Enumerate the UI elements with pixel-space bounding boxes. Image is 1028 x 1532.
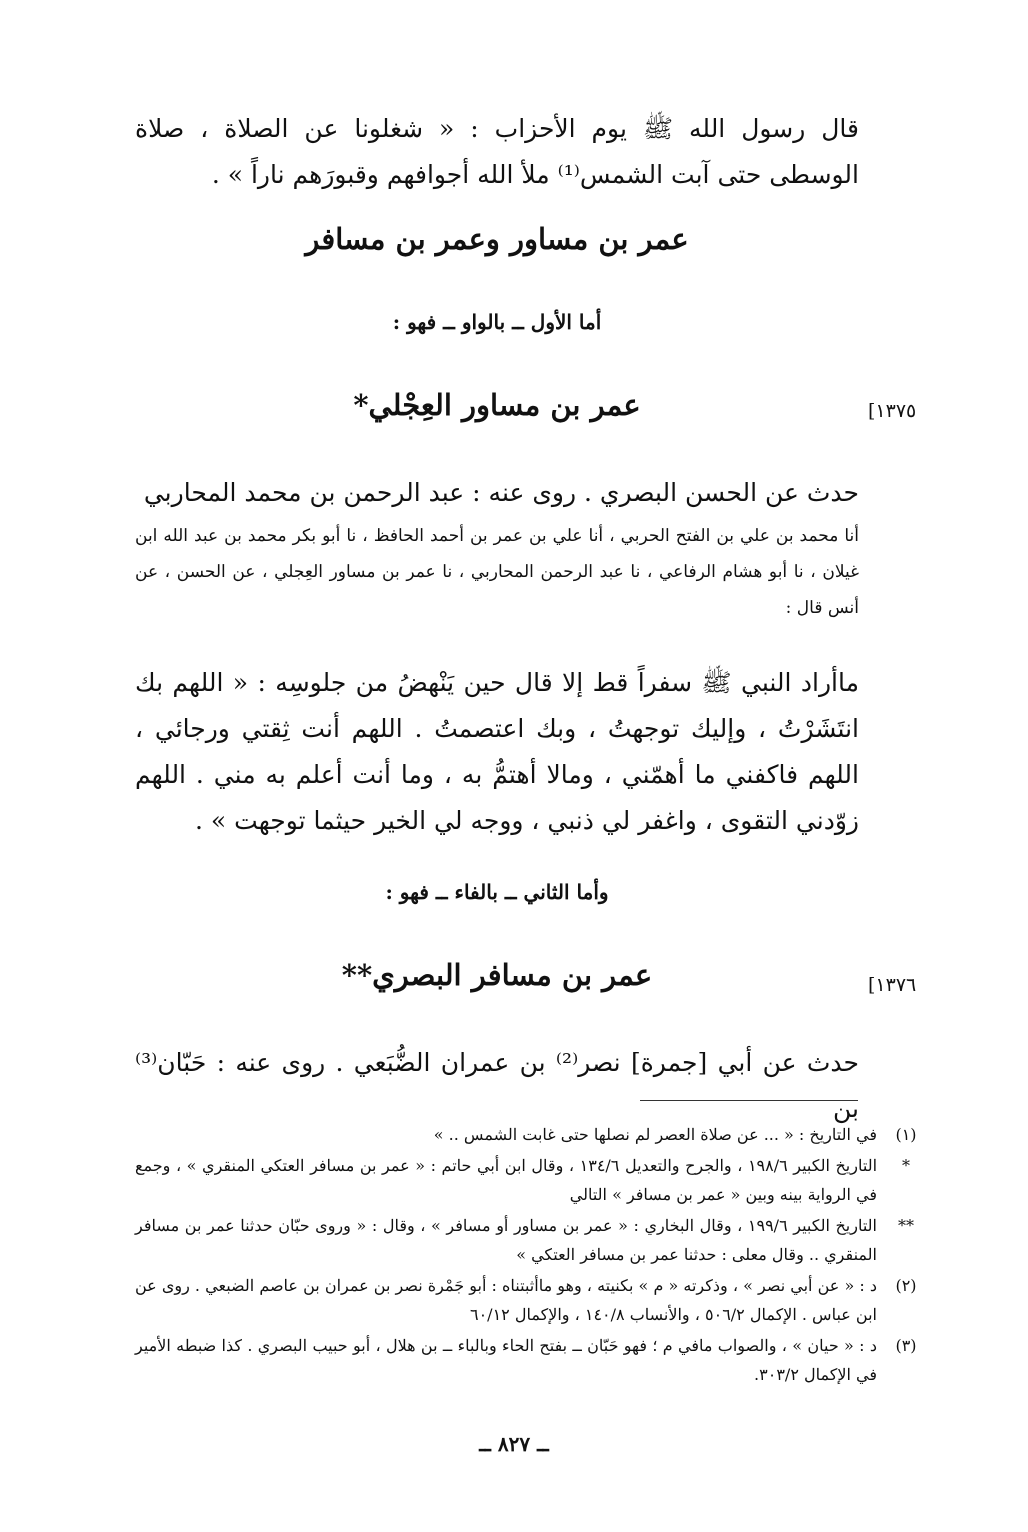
footnote-mark: ** bbox=[898, 1216, 914, 1235]
first-subtitle: أما الأول ــ بالواو ــ فهو : bbox=[392, 310, 602, 334]
footnote bbox=[135, 1211, 935, 1269]
entry-number: [١٣٧٥ bbox=[868, 400, 917, 422]
footnote-text: التاريخ الكبير ١٩٩/٦ ، وقال البخاري : « عمر بن مساور أو مسافر » ، وقال : « وروى حبّان حدثنا عمر بن مسافر المنقري .. وقال معلى : حدثنا عمر بن مسافر العتكي » bbox=[135, 1216, 878, 1264]
hadith-text: ماأراد النبي ﷺ سفراً قط إلا قال حين يَنْهضُ من جلوسِه : « اللهم بك انتَشَرْتُ ، وإليك توجهتُ ، وبك اعتصمتُ . اللهم أنت ثِقتي ورجائي ، اللهم فاكفني ما أهمّني ، ومالا أهتمُّ به ، وما أنت أعلم به مني . اللهم زوّدني التقوى ، واغفر لي ذنبي ، ووجه لي الخير حيثما توجهت » . bbox=[135, 668, 859, 835]
entry-number: [١٣٧٦ bbox=[868, 974, 917, 996]
footnote bbox=[135, 1271, 935, 1329]
entry-intro: حدث عن الحسن البصري . روى عنه : عبد الرحمن بن محمد المحاربي bbox=[143, 478, 859, 507]
footnote-mark: (٢) bbox=[895, 1276, 917, 1295]
footnotes bbox=[135, 1120, 935, 1391]
page-number: ــ ٨٢٧ ــ bbox=[479, 1432, 549, 1456]
footnote bbox=[135, 1331, 935, 1389]
footnote-text: في التاريخ : « ... عن صلاة العصر لم نصلها حتى غابت الشمس .. » bbox=[433, 1125, 877, 1144]
footnote bbox=[135, 1151, 935, 1209]
top-paragraph: قال رسول الله ﷺ يوم الأحزاب : « شغلونا عن الصلاة ، صلاة الوسطى حتى آبت الشمس⁽¹⁾ ملأ الله أجوافهم وقبورَهم ناراً » . bbox=[135, 114, 859, 189]
section-title: عمر بن مساور وعمر بن مسافر bbox=[305, 222, 689, 256]
footnote bbox=[135, 1120, 935, 1149]
footnote-mark: (١) bbox=[895, 1125, 917, 1144]
footnote-text: التاريخ الكبير ١٩٨/٦ ، والجرح والتعديل ١٣٤/٦ ، وقال ابن أبي حاتم : « عمر بن مسافر العتكي المنقري » ، وجمع في الرواية بينه وبين « عمر بن مسافر » التالي bbox=[135, 1156, 878, 1204]
entry-title: عمر بن مساور العِجْلي* bbox=[353, 388, 641, 422]
footnote-mark: (٣) bbox=[895, 1336, 917, 1355]
footnote-mark: * bbox=[902, 1156, 910, 1175]
footnote-text: د : « حيان » ، والصواب مافي م ؛ فهو حَبّان ــ بفتح الحاء وبالباء ــ بن هلال ، أبو حبيب البصري . كذا ضبطه الأمير في الإكمال ٣٠٣/٢. bbox=[135, 1336, 877, 1384]
footnote-divider bbox=[640, 1100, 858, 1101]
entry-title: عمر بن مسافر البصري** bbox=[341, 958, 653, 992]
isnad-chain: أنا محمد بن علي بن الفتح الحربي ، أنا علي بن عمر بن أحمد الحافظ ، نا أبو بكر محمد بن عبد الله ابن غيلان ، نا أبو هشام الرفاعي ، نا عبد الرحمن المحاربي ، نا عمر بن مساور العِجلي ، عن الحسن ، عن أنس قال : bbox=[135, 526, 859, 618]
second-subtitle: وأما الثاني ــ بالفاء ــ فهو : bbox=[385, 880, 609, 904]
footnote-text: د : « عن أبي نصر » ، وذكرته « م » بكنيته ، وهو ماأثبتناه : أبو جَمْرة نصر بن عمران بن عاصم الضبعي . روى عن ابن عباس . الإكمال ٥٠٦/٢ ، والأنساب ١٤٠/٨ ، والإكمال ٦٠/١٢ bbox=[135, 1276, 877, 1324]
entry-intro: حدث عن أبي [جمرة] نصر⁽²⁾ بن عمران الضُّبَعي . روى عنه : حَبّان⁽³⁾ بن bbox=[135, 1048, 859, 1123]
